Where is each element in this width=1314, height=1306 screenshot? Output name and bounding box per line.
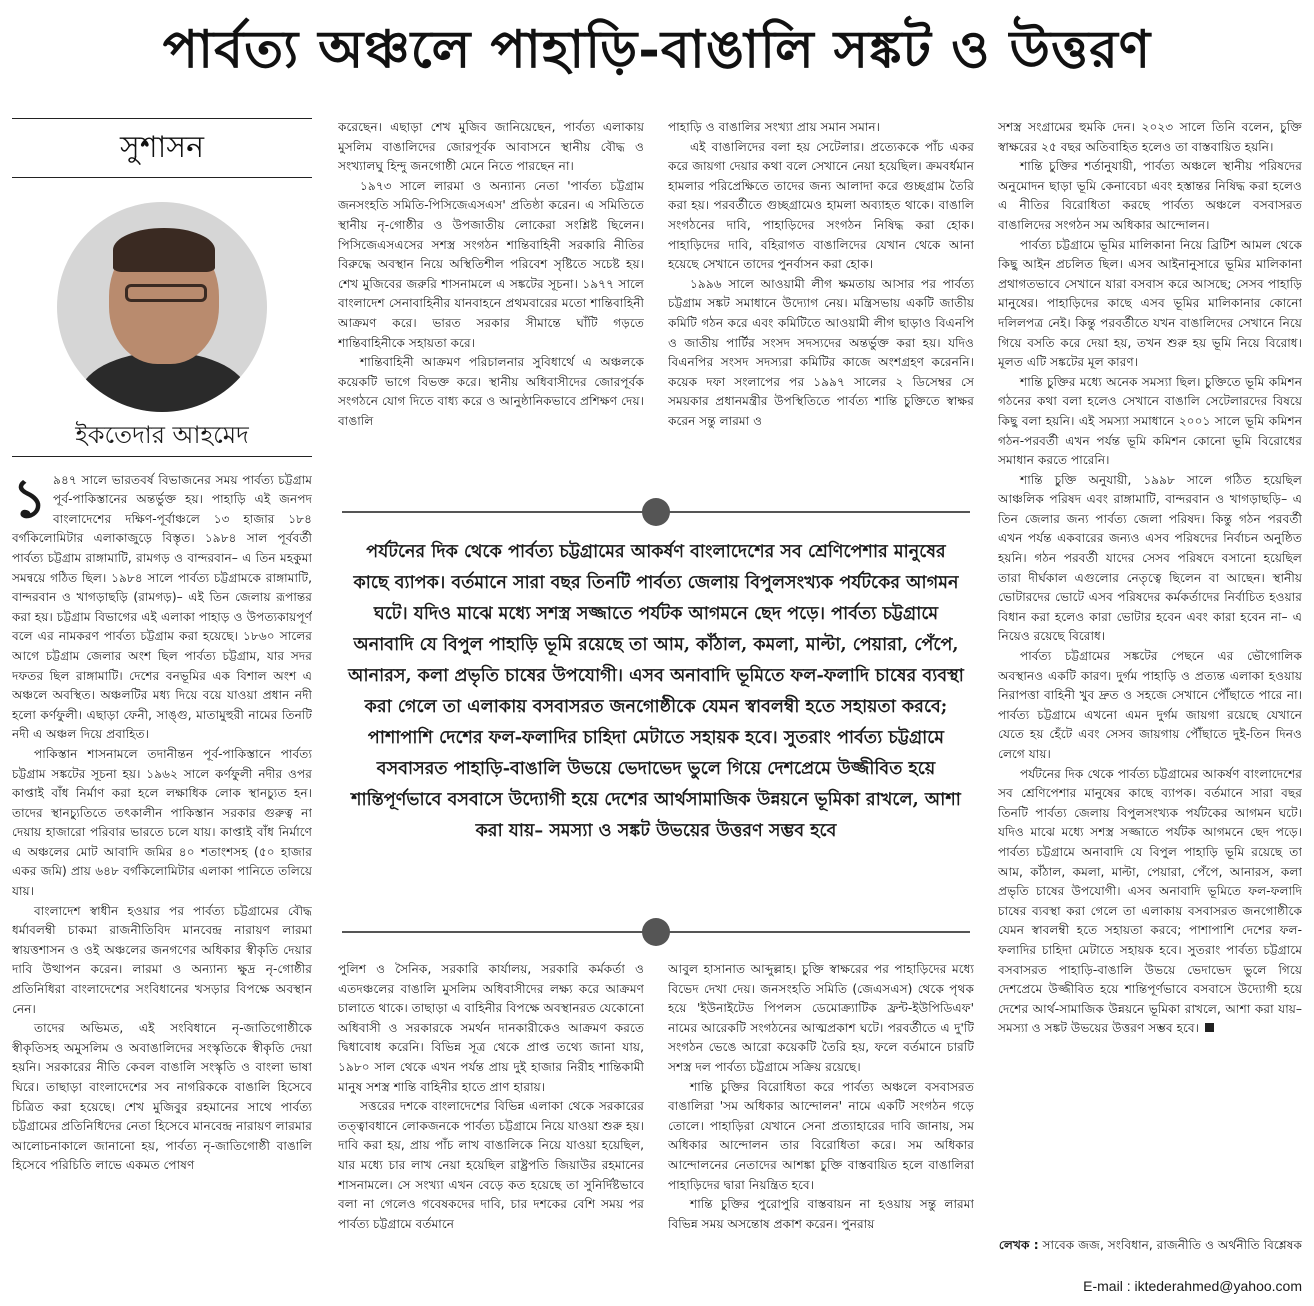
author-name: ইকতেদার আহমেদ: [12, 426, 312, 457]
column-3-bottom: [668, 960, 974, 1300]
paragraph: এই বাঙালিদের বলা হয় সেটেলার। প্রত্যেককে পাঁচ একর করে জায়গা দেয়ার কথা বলে সেখানে নেয়া হয়েছিল। ক্রমবর্ধমান হামলার পরিপ্রেক্ষিতে তাদের জন্য আলাদা করে গুচ্ছগ্রাম তৈরি করা হয়। পরবর্তীতে গুচ্ছগ্রামেও হামলা অব্যাহত থাকে। বাঙালি সংগঠনের দাবি, পাহাড়িদের সংগঠন নিষিদ্ধ করা হোক। পাহাড়িদের দাবি, বহিরাগত বাঙালিদের যেখান থেকে আনা হয়েছে সেখানে তাদের পুনর্বাসন করা হোক।: [668, 139, 974, 272]
paragraph: সত্তরের দশকে বাংলাদেশের বিভিন্ন এলাকা থেকে সরকারের তত্ত্বাবধানে লোকজনকে পার্বত্য চট্টগ্রামে নিয়ে যাওয়া শুরু হয়। দাবি করা হয়, প্রায় পাঁচ লাখ বাঙালিকে নিয়ে যাওয়া হয়েছিল, যার মধ্যে চার লাখ নেয়া হয়েছিল রাষ্ট্রপতি জিয়াউর রহমানের শাসনামলে। সে সংখ্যা এখন বেড়ে কত হয়েছে তা সুনির্দিষ্টভাবে বলা না গেলেও গবেষকদের দাবি, চার দশকের বেশি সময় পর পার্বত্য চট্টগ্রামে বর্তমানে: [338, 1099, 644, 1231]
author-photo: [57, 202, 267, 412]
paragraph: ১৯৭৩ সালে লারমা ও অন্যান্য নেতা 'পার্বত্য চট্টগ্রাম জনসংহতি সমিতি-পিসিজেএসএস' প্রতিষ্ঠা করেন। এ সমিতিতে স্থানীয় নৃ-গোষ্ঠীর ও উপজাতীয় লোকেরা সংশ্লিষ্ট ছিলেন। পিসিজেএসএসের সশস্ত্র সংগঠন শান্তিবাহিনী সরকারি নীতির বিরুদ্ধে অবস্থান নিয়ে অস্থিতিশীল পরিবেশ সৃষ্টিতে সচেষ্ট হয়। শেখ মুজিবের জরুরি শাসনামলে এ সঙ্কটের সূচনা। ১৯৭৭ সালে বাংলাদেশ সেনাবাহিনীর যানবাহনে প্রথমবারের মতো শান্তিবাহিনী আক্রমণ করে। ভারত সরকার সীমান্তে ঘাঁটি গড়তে শান্তিবাহিনীকে সহায়তা করে।: [338, 178, 644, 350]
column-4: [998, 118, 1302, 1230]
paragraph: শান্তি চুক্তির বিরোধিতা করে পার্বত্য অঞ্চলে বসবাসরত বাঙালিরা 'সম অধিকার আন্দোলন' নামে একটি সংগঠন গড়ে তোলে। পাহাড়িরা যেখানে সেনা প্রত্যাহারের দাবি জানায়, সম অধিকার আন্দোলন তার বিরোধিতা করে। সম অধিকার আন্দোলনের নেতাদের আশঙ্কা চুক্তি বাস্তবায়িত হলে বাঙালিরা পাহাড়িদের দ্বারা নিয়ন্ত্রিত হবে।: [668, 1079, 974, 1192]
quote-bottom-divider: [342, 918, 970, 946]
column-2-bottom: [338, 960, 644, 1300]
paragraph: শান্তি চুক্তির মধ্যে অনেক সমস্যা ছিল। চুক্তিতে ভূমি কমিশন গঠনের কথা বলা হলেও সেখানে বাঙালি সেটেলারদের বিষয়ে কিছু বলা হয়নি। এই সমস্যা সমাধানে ২০০১ সালে ভূমি কমিশন গঠন-পরবর্তী এখন পর্যন্ত ভূমি কমিশন কোনো ভূমি বিরোধের সমাধান করতে পারেনি।: [998, 374, 1302, 468]
paragraph: ১৯৯৬ সালে আওয়ামী লীগ ক্ষমতায় আসার পর পার্বত্য চট্টগ্রাম সঙ্কট সমাধানে উদ্যোগ নেয়। মন্ত্রিসভায় একটি জাতীয় কমিটি গঠন করে এবং কমিটিতে আওয়ামী লীগ ছাড়াও বিএনপি ও জাতীয় পার্টির সংসদ সদস্যদের অন্তর্ভুক্ত করা হয়। যদিও বিএনপির সংসদ সদস্যরা কমিটির কাজে অংশগ্রহণ করেননি। কয়েক দফা সংলাপের পর ১৯৯৭ সালের ২ ডিসেম্বর সে সময়কার প্রধানমন্ত্রীর উপস্থিতিতে পার্বত্য শান্তি চুক্তিতে স্বাক্ষর করেন সন্তু লারমা ও: [668, 276, 974, 428]
paragraph: আবুল হাসানাত আব্দুল্লাহ। চুক্তি স্বাক্ষরের পর পাহাড়িদের মধ্যে বিভেদ দেখা দেয়। জনসংহতি সমিতি (জেএসএস) থেকে পৃথক হয়ে 'ইউনাইটেড পিপলস ডেমোক্র্যাটিক ফ্রন্ট-ইউপিডিএফ' নামের আরেকটি সংগঠনের আত্মপ্রকাশ ঘটে। পরবর্তীতে এ দু'টি সংগঠন ভেঙে আরো কয়েকটি তৈরি হয়, ফলে বর্তমানে চারটি সশস্ত্র দল পার্বত্য চট্টগ্রামে সক্রিয় রয়েছে।: [668, 962, 974, 1074]
headline: পার্বত্য অঞ্চলে পাহাড়ি-বাঙালি সঙ্কট ও উত্তরণ: [162, 19, 1152, 80]
paragraph: বাংলাদেশ স্বাধীন হওয়ার পর পার্বত্য চট্টগ্রামের বৌদ্ধ ধর্মাবলম্বী চাকমা রাজনীতিবিদ মানবেন্দ্র নারায়ণ লারমা স্বায়ত্তশাসন ও ওই অঞ্চলের জনগণের অধিকার স্বীকৃতি দেয়ার দাবি উত্থাপন করেন। লারমা ও অন্যান্য ক্ষুদ্র নৃ-গোষ্ঠীর প্রতিনিধিরা বাংলাদেশের সংবিধানের খসড়ার বিপক্ষে অবস্থান নেন।: [12, 903, 312, 1016]
paragraph: শান্তিবাহিনী আক্রমণ পরিচালনার সুবিধার্থে এ অঞ্চলকে কয়েকটি ভাগে বিভক্ত করে। স্থানীয় অধিবাসীদের জোরপূর্বক সংগঠনে যোগ দিতে বাধ্য করে ও আনুষ্ঠানিকভাবে প্রশিক্ষণ দেয়। বাঙালি: [338, 355, 644, 428]
paragraph: শান্তি চুক্তির শর্তানুযায়ী, পার্বত্য অঞ্চলে স্থানীয় পরিষদের অনুমোদন ছাড়া ভূমি কেনাবেচা এবং হস্তান্তর নিষিদ্ধ করা হলেও এ নীতির বিরোধিতা করছে পার্বত্য অঞ্চলে বসবাসরত বাঙালিদের সংগঠন সম অধিকার আন্দোলন।: [998, 159, 1302, 232]
column-3-top: [668, 118, 974, 486]
credit-label: লেখক :: [998, 1238, 1039, 1252]
quote-top-divider: [342, 498, 970, 526]
author-credit: [998, 1236, 1302, 1255]
paragraph: পুলিশ ও সৈনিক, সরকারি কার্যালয়, সরকারি কর্মকর্তা ও এতদঞ্চলের বাঙালি মুসলিম অধিবাসীদের লক্ষ্য করে আক্রমণ চালাতে থাকে। তাছাড়া এ বাহিনীর বিপক্ষে অবস্থানরত যেকোনো অধিবাসী ও সরকারকে সমর্থন দানকারীকেও আক্রমণ করতে দ্বিধাবোধ করেনি। বিভিন্ন সূত্র থেকে প্রাপ্ত তথ্যে জানা যায়, ১৯৮০ সাল থেকে এখন পর্যন্ত প্রায় দুই হাজার নিরীহ শান্তিকামী মানুষ সশস্ত্র শান্তি বাহিনীর হাতে প্রাণ হারায়।: [338, 962, 644, 1094]
section-label: সুশাসন: [12, 118, 312, 178]
paragraph: শান্তি চুক্তি অনুযায়ী, ১৯৯৮ সালে গঠিত হয়েছিল আঞ্চলিক পরিষদ এবং রাঙ্গামাটি, বান্দরবান ও খাগড়াছড়ি– এ তিন জেলার জন্য পার্বত্য জেলা পরিষদ। কিন্তু গঠন পরবর্তী এখন পর্যন্ত একবারের জন্যও এসব পরিষদের নির্বাচন অনুষ্ঠিত হয়নি। গঠন পরবর্তী যাদের সেসব পরিষদে বসানো হয়েছিল তারা দীর্ঘকাল এগুলোর নেতৃত্বে ছিলেন বা আছেন। স্থানীয় ভোটারদের ভোটে এসব পরিষদের কর্মকর্তাদের নির্বাচিত হওয়ার বিধান করা হলেও কারা ভোটার হবেন এবং কারা হবেন না– এ নিয়েও রয়েছে বিরোধ।: [998, 472, 1302, 644]
dropcap: ১: [12, 465, 48, 530]
paragraph: পর্যটনের দিক থেকে পার্বত্য চট্টগ্রামের আকর্ষণ বাংলাদেশের সব শ্রেণিপেশার মানুষের কাছে ব্যাপক। বর্তমানে সারা বছর তিনটি পার্বত্য জেলায় বিপুলসংখ্যক পর্যটকের আগমন ঘটে। যদিও মাঝে মধ্যে সশস্ত্র সজ্জাতে পর্যটক আগমনে ছেদ পড়ে। পার্বত্য চট্টগ্রামে অনাবাদি যে বিপুল পাহাড়ি ভূমি রয়েছে তা আম, কাঁঠাল, কমলা, মাল্টা, পেয়ারা, পেঁপে, আনারস, কলা প্রভৃতি চাষের উপযোগী। এসব অনাবাদি ভূমিতে ফল-ফলাদি চাষের ব্যবস্থা করা গেলে তা এলাকায় বসবাসরত জনগোষ্ঠীকে যেমন স্বাবলম্বী হতে সহায়তা করবে; পাশাপাশি দেশের ফল-ফলাদির চাহিদা মেটাতে সহায়ক হবে। সুতরাং পার্বত্য চট্টগ্রামে বসবাসরত পাহাড়ি-বাঙালি উভয়ে ভেদাভেদ ভুলে গিয়ে দেশপ্রেমে উজ্জীবিত হয়ে শান্তিপূর্ণভাবে বসবাসে উদ্যোগী হয়ে দেশের আর্থ-সামাজিক উন্নয়নে ভূমিকা রাখলে, আশা করা যায়– সমস্যা ও সঙ্কট উভয়ের উত্তরণ সম্ভব হবে।: [998, 766, 1302, 1036]
paragraph: শান্তি চুক্তির পুরোপুরি বাস্তবায়ন না হওয়ায় সন্তু লারমা বিভিন্ন সময় অসন্তোষ প্রকাশ করেন। পুনরায়: [668, 1197, 974, 1231]
paragraph: পাকিস্তান শাসনামলে তদানীন্তন পূর্ব-পাকিস্তানে পার্বত্য চট্টগ্রাম সঙ্কটের সূচনা হয়। ১৯৬২ সালে কর্ণফুলী নদীর ওপর কাপ্তাই বাঁধ নির্মাণ করা হলে লক্ষাধিক লোক স্থানচ্যুত হন। তাদের স্থানচ্যুতিতে তৎকালীন পাকিস্তান সরকার গুরুত্ব না দেয়ায় হাজারো পরিবার ভারতে চলে যায়। কাপ্তাই বাঁধ নির্মাণে এ অঞ্চলের মোট আবাদি জমির ৪০ শতাংশসহ (৫০ হাজার একর জমি) প্রায় ৬৪৮ বর্গকিলোমিটার এলাকা পানিতে তলিয়ে যায়।: [12, 746, 312, 899]
paragraph: পার্বত্য চট্টগ্রামে ভূমির মালিকানা নিয়ে ব্রিটিশ আমল থেকে কিছু আইন প্রচলিত ছিল। এসব আইনানুসারে ভূমির মালিকানা প্রথাগতভাবে সেখানে যারা বসবাস করে আসছে; সেসব পাহাড়ি মানুষের। পাহাড়িদের কাছে এসব ভূমির মালিকানার কোনো দলিলপত্র নেই। কিন্তু পরবর্তীতে যখন বাঙালিদের সেখানে নিয়ে গিয়ে বসতি করে দেয়া হয়, তখন শুরু হয় ভূমি নিয়ে বিরোধ। মূলত এটি সঙ্কটের মূল কারণ।: [998, 237, 1302, 370]
pull-quote: পর্যটনের দিক থেকে পার্বত্য চট্টগ্রামের আকর্ষণ বাংলাদেশের সব শ্রেণিপেশার মানুষের কাছে ব্যাপক। বর্তমানে সারা বছর তিনটি পার্বত্য জেলায় বিপুলসংখ্যক পর্যটকের আগমন ঘটে। যদিও মাঝে মধ্যে সশস্ত্র সজ্জাতে পর্যটক আগমনে ছেদ পড়ে। পার্বত্য চট্টগ্রামে অনাবাদি যে বিপুল পাহাড়ি ভূমি রয়েছে তা আম, কাঁঠাল, কমলা, মাল্টা, পেয়ারা, পেঁপে, আনারস, কলা প্রভৃতি চাষের উপযোগী। এসব অনাবাদি ভূমিতে ফল-ফলাদি চাষের ব্যবস্থা করা গেলে তা এলাকায় বসবাসরত জনগোষ্ঠীকে যেমন স্বাবলম্বী হতে সহায়তা করবে; পাশাপাশি দেশের ফল-ফলাদির চাহিদা মেটাতে সহায়ক হবে। সুতরাং পার্বত্য চট্টগ্রামে বসবাসরত পাহাড়ি-বাঙালি উভয়ে ভেদাভেদ ভুলে গিয়ে দেশপ্রেমে উজ্জীবিত হয়ে শান্তিপূর্ণভাবে বসবাসে উদ্যোগী হয়ে দেশের আর্থসামাজিক উন্নয়নে ভূমিকা রাখলে, আশা করা যায়– সমস্যা ও সঙ্কট উভয়ের উত্তরণ সম্ভব হবে: [348, 541, 964, 841]
author-email[interactable]: E-mail : iktederahmed@yahoo.com: [1083, 1278, 1302, 1294]
column-2-top: [338, 118, 644, 486]
column-1: [12, 118, 312, 1303]
paragraph: পার্বত্য চট্টগ্রামের সঙ্কটের পেছনে এর ভৌগোলিক অবস্থানও একটি কারণ। দুর্গম পাহাড়ি ও প্রত্যন্ত এলাকা হওয়ায় নিরাপত্তা বাহিনী খুব দ্রুত ও সহজে সেখানে পৌঁছাতে পারে না। পার্বত্য চট্টগ্রামে এখনো এমন দুর্গম জায়গা রয়েছে যেখানে যেতে হয় হেঁটে এবং সেসব জায়গায় পৌঁছাতে দুই-তিন দিনও লেগে যায়।: [998, 649, 1302, 761]
paragraph: ১ ৯৪৭ সালে ভারতবর্ষ বিভাজনের সময় পার্বত্য চট্টগ্রাম পূর্ব-পাকিস্তানের অন্তর্ভুক্ত হয়। পাহাড়ি এই জনপদ বাংলাদেশের দক্ষিণ-পূর্বাঞ্চলে ১৩ হাজার ১৮৪ বর্গকিলোমিটার এলাকাজুড়ে বিস্তৃত। ১৯৮৪ সাল পূর্ববর্তী পার্বত্য চট্টগ্রাম রাঙ্গামাটি, রামগড় ও বান্দরবান– এ তিন মহকুমা সমন্বয়ে গঠিত ছিল। ১৯৮৪ সালে পার্বত্য চট্টগ্রামকে রাঙ্গামাটি, বান্দরবান ও খাগড়াছড়ি (রামগড়)– এই তিন জেলায় রূপান্তর করা হয়। চট্টগ্রাম বিভাগের এই এলাকা পাহাড় ও উপত্যকায়পূর্ণ বলে এর নামকরণ পার্বত্য চট্টগ্রাম করা হয়েছে। ১৮৬০ সালের আগে চট্টগ্রাম জেলার অংশ ছিল পার্বত্য চট্টগ্রাম, যার সদর দফতর ছিল রাঙ্গামাটি। দেশের বনভূমির এক বিশাল অংশ এ অঞ্চলে অবস্থিত। অঞ্চলটির মধ্য দিয়ে বয়ে যাওয়া প্রধান নদী হলো কর্ণফুলী। এছাড়া ফেনী, সাঙ্গু, মাতামুহুরী নামের তিনটি নদী এ অঞ্চল দিয়ে প্রবাহিত।: [12, 465, 312, 742]
paragraph: তাদের অভিমত, এই সংবিধানে নৃ-জাতিগোষ্ঠীকে স্বীকৃতিসহ অমুসলিম ও অবাঙালিদের সংস্কৃতিকে স্বীকৃতি দেয়া হয়নি। সরকারের নীতি কেবল বাঙালি সংস্কৃতি ও বাংলা ভাষা ঘিরে। তাছাড়া বাংলাদেশের সব নাগরিককে বাঙালি হিসেবে চিত্রিত করা হয়েছে। শেখ মুজিবুর রহমানের সাথে পার্বত্য চট্টগ্রামের প্রতিনিধিদের নেতা হিসেবে মানবেন্দ্র নারায়ণ লারমার আলোচনাকালে জানানো হয়, পার্বত্য নৃ-জাতিগোষ্ঠী বাঙালি হিসেবে পরিচিতি লাভে একমত পোষণ: [12, 1021, 312, 1173]
paragraph: করেছেন। এছাড়া শেখ মুজিব জানিয়েছেন, পার্বত্য এলাকায় মুসলিম বাঙালিদের জোরপূর্বক আবাসনে স্থানীয় বৌদ্ধ ও সংখ্যালঘু হিন্দু জনগোষ্ঠী মেনে নিতে পারছেন না।: [338, 120, 644, 174]
paragraph: পাহাড়ি ও বাঙালির সংখ্যা প্রায় সমান সমান।: [668, 120, 880, 134]
end-mark: [1205, 1023, 1214, 1032]
paragraph: সশস্ত্র সংগ্রামের হুমকি দেন। ২০২৩ সালে তিনি বলেন, চুক্তি স্বাক্ষরের ২৫ বছর অতিবাহিত হলেও তা বাস্তবায়িত হয়নি।: [998, 120, 1302, 154]
credit-text: সাবেক জজ, সংবিধান, রাজনীতি ও অর্থনীতি বিশ্লেষক: [1042, 1238, 1302, 1252]
